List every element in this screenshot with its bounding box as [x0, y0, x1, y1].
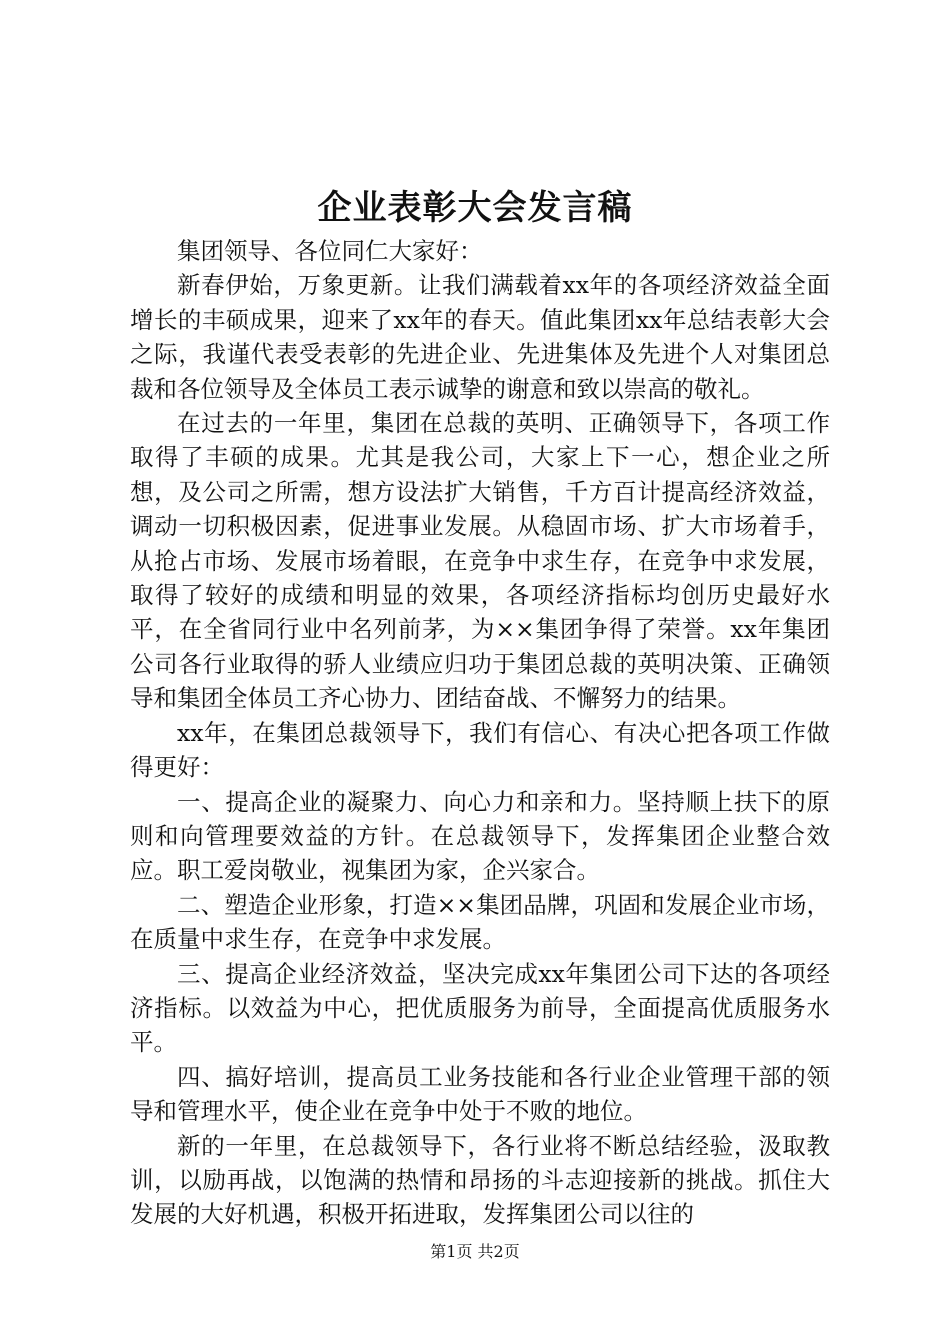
list-paragraph-4: 四、搞好培训，提高员工业务技能和各行业企业管理干部的领导和管理水平，使企业在竞争中处于不败的地位。 [130, 1062, 830, 1126]
body-paragraph: 新的一年里，在总裁领导下，各行业将不断总结经验，汲取教训，以励再战，以饱满的热情和昂扬的斗志迎接新的挑战。抓住大发展的大好机遇，积极开拓进取，发挥集团公司以往的 [130, 1131, 830, 1229]
list-paragraph-3: 三、提高企业经济效益，坚决完成xx年集团公司下达的各项经济指标。以效益为中心，把优质服务为前导，全面提高优质服务水平。 [130, 959, 830, 1057]
page-number-footer: 第1页 共2页 [430, 1242, 520, 1261]
document-title: 企业表彰大会发言稿 [317, 188, 633, 228]
document-body [130, 234, 830, 1232]
body-paragraph: xx年，在集团总裁领导下，我们有信心、有决心把各项工作做得更好： [130, 718, 830, 782]
body-paragraph: 在过去的一年里，集团在总裁的英明、正确领导下，各项工作取得了丰硕的成果。尤其是我公司，大家上下一心，想企业之所想，及公司之所需，想方设法扩大销售，千方百计提高经济效益，调动一切积极因素，促进事业发展。从稳固市场、扩大市场着手，从抢占市场、发展市场着眼，在竞争中求生存，在竞争中求发展，取得了较好的成绩和明显的效果，各项经济指标均创历史最好水平，在全省同行业中名列前茅，为××集团争得了荣誉。xx年集团公司各行业取得的骄人业绩应归功于集团总裁的英明决策、正确领导和集团全体员工齐心协力、团结奋战、不懈努力的结果。 [130, 409, 830, 713]
body-paragraph: 新春伊始，万象更新。让我们满载着xx年的各项经济效益全面增长的丰硕成果，迎来了xx年的春天。值此集团xx年总结表彰大会之际，我谨代表受表彰的先进企业、先进集体及先进个人对集团总裁和各位领导及全体员工表示诚挚的谢意和致以崇高的敬礼。 [130, 271, 830, 403]
greeting-paragraph: 集团领导、各位同仁大家好： [177, 237, 483, 265]
list-paragraph-1: 一、提高企业的凝聚力、向心力和亲和力。坚持顺上扶下的原则和向管理要效益的方针。在总裁领导下，发挥集团企业整合效应。职工爱岗敬业，视集团为家，企兴家合。 [130, 787, 830, 885]
list-paragraph-2: 二、塑造企业形象，打造××集团品牌，巩固和发展企业市场，在质量中求生存，在竞争中求发展。 [130, 890, 830, 954]
